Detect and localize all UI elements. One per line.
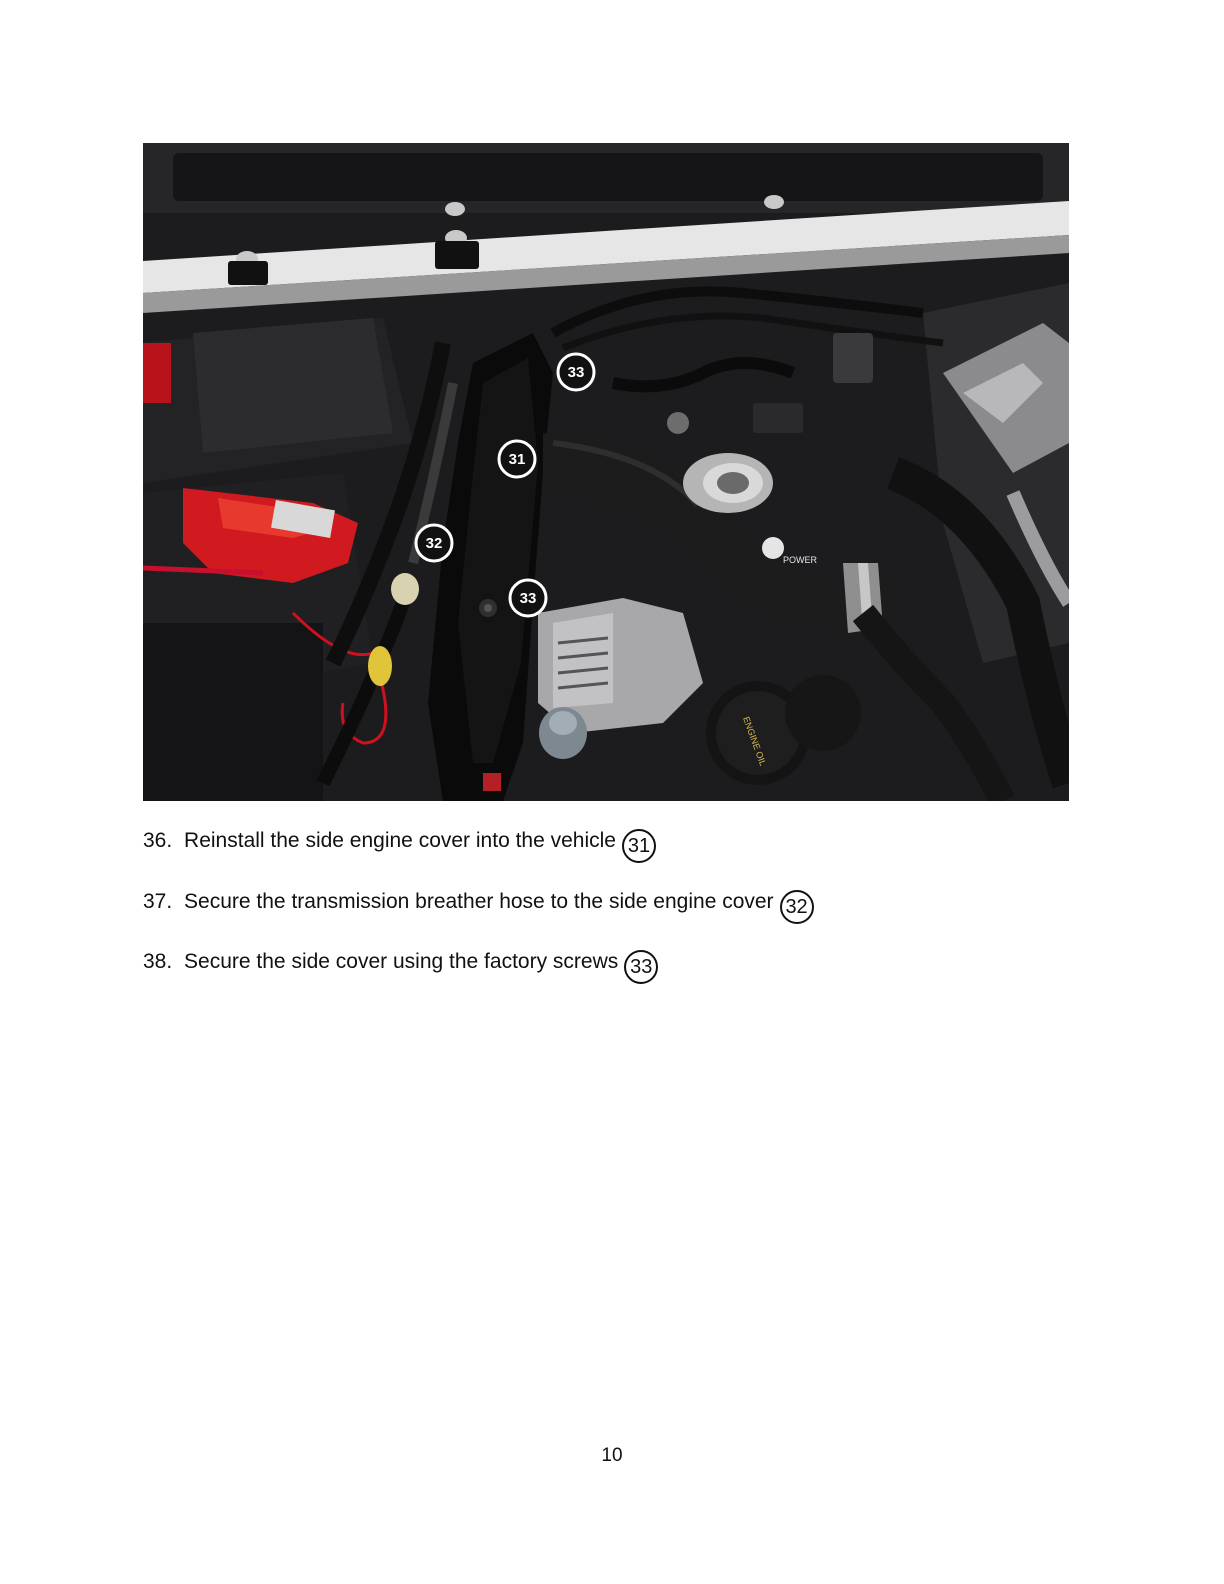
svg-text:POWER: POWER	[783, 555, 818, 565]
step-number: 38.	[143, 950, 173, 973]
step-number: 37.	[143, 890, 173, 913]
step-text: Secure the transmission breather hose to the side engine cover	[184, 890, 774, 913]
svg-text:31: 31	[508, 451, 526, 468]
step-number: 36.	[143, 829, 173, 852]
svg-text:33: 33	[519, 590, 537, 607]
callout-31	[499, 441, 535, 477]
step-text: Reinstall the side engine cover into the vehicle	[184, 829, 616, 852]
page-number: 10	[601, 1445, 623, 1466]
svg-text:32: 32	[425, 535, 443, 552]
step-ref-circle: 32	[780, 890, 814, 924]
step-38	[143, 949, 658, 984]
step-ref-circle: 33	[624, 950, 658, 984]
step-36	[143, 828, 656, 863]
step-37	[143, 889, 814, 924]
callout-32	[416, 525, 452, 561]
svg-text:ENGINE OIL: ENGINE OIL	[741, 715, 769, 768]
callout-33-top	[558, 354, 594, 390]
engine-bay-photo	[143, 143, 1069, 801]
svg-text:33: 33	[567, 364, 585, 381]
callout-33-bottom	[510, 580, 546, 616]
step-ref-circle: 31	[622, 829, 656, 863]
step-text: Secure the side cover using the factory screws	[184, 950, 619, 973]
